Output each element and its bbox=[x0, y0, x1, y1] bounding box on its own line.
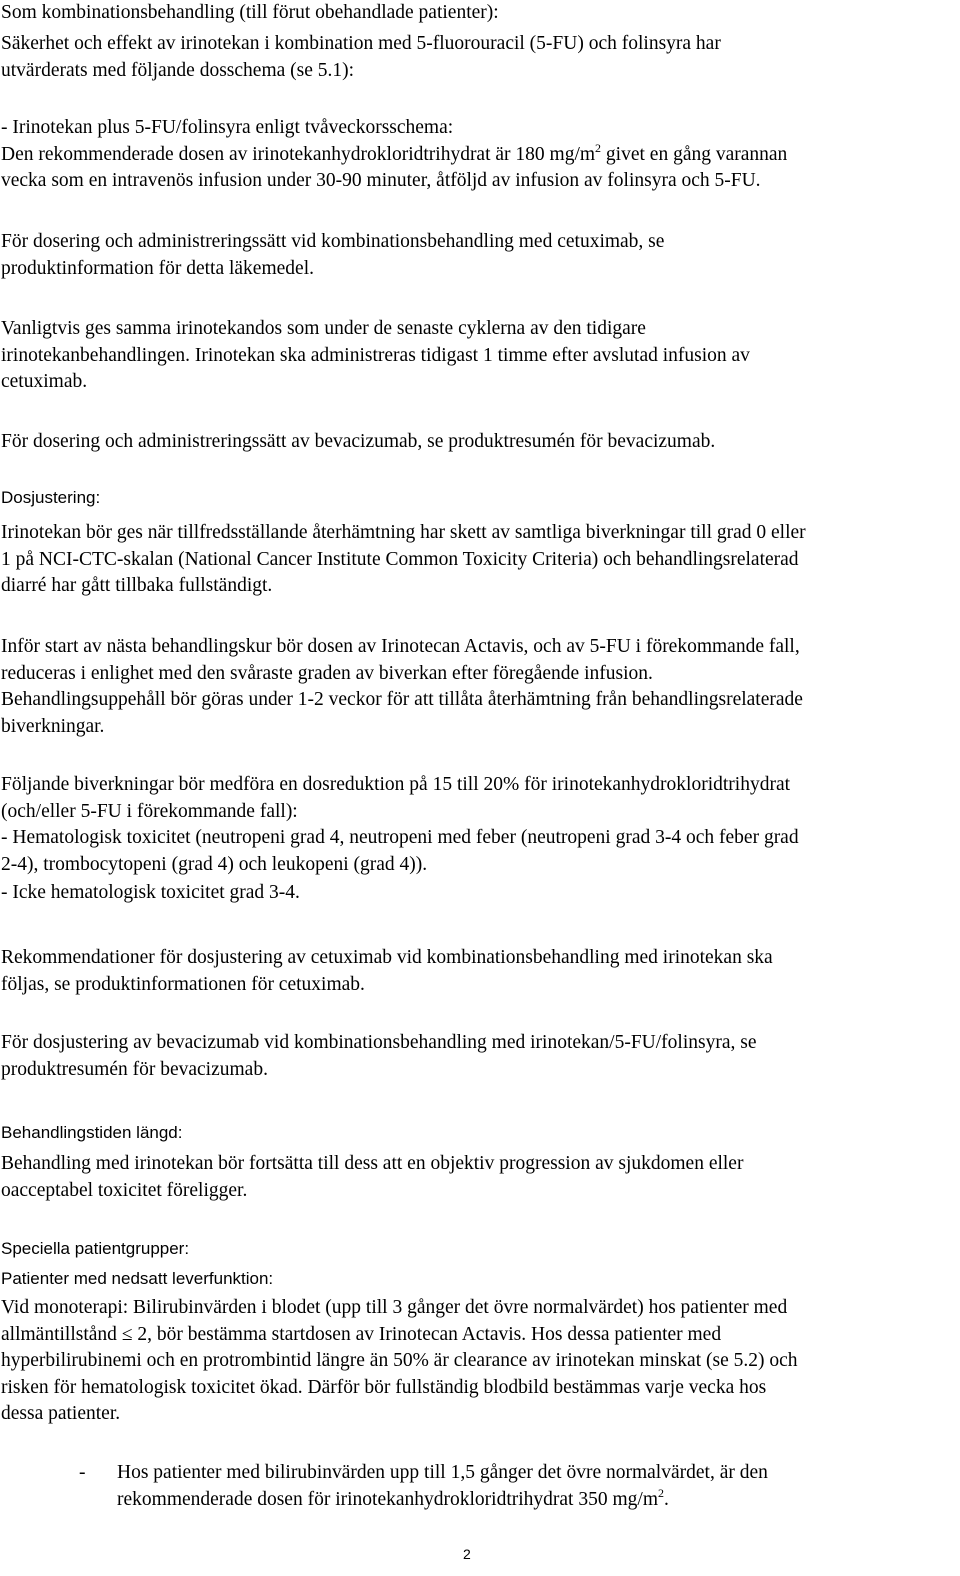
text-line: Följande biverkningar bör medföra en dosreduktion på 15 till 20% för irinotekanhydrokloridtrihydrat bbox=[1, 774, 791, 795]
dose-line bbox=[1, 142, 956, 169]
combination-intro bbox=[1, 31, 956, 84]
cetuximab-dosing-paragraph bbox=[1, 229, 956, 282]
text-line: För dosering och administreringssätt vid kombinationsbehandling med cetuximab, se bbox=[1, 231, 665, 252]
text-line: Irinotekan bör ges när tillfredsställande återhämtning har skett av samtliga biverkningar till grad 0 eller bbox=[1, 522, 806, 543]
text-line: produktinformation för detta läkemedel. bbox=[1, 257, 314, 279]
text-line: utvärderats med följande dosschema (se 5.1): bbox=[1, 59, 355, 81]
liver-heading: Patienter med nedsatt leverfunktion: bbox=[1, 1269, 274, 1288]
dose-text: Den rekommenderade dosen av irinotekanhydrokloridtrihydrat är 180 mg/m bbox=[1, 143, 596, 165]
bevacizumab-dosing-paragraph bbox=[1, 429, 956, 456]
text-line: Inför start av nästa behandlingskur bör dosen av Irinotecan Actavis, och av 5-FU i förekommande fall, bbox=[1, 636, 800, 657]
dose-text: rekommenderade dosen för irinotekanhydrokloridtrihydrat 350 mg/m bbox=[117, 1488, 658, 1510]
combination-heading bbox=[1, 0, 956, 27]
text-line: hyperbilirubinemi och en protrombintid längre än 50% är clearance av irinotekan minskat (se 5.2) och bbox=[1, 1350, 798, 1372]
page-number: 2 bbox=[463, 1546, 471, 1562]
text-line: oacceptabel toxicitet föreligger. bbox=[1, 1179, 248, 1201]
text-line: irinotekanbehandlingen. Irinotekan ska administreras tidigast 1 timme efter avslutad infusion av bbox=[1, 344, 750, 366]
text-line: dessa patienter. bbox=[1, 1403, 121, 1425]
text-line: Hos patienter med bilirubinvärden upp till 1,5 gånger det övre normalvärdet, är den bbox=[117, 1462, 768, 1483]
text-line: Vid monoterapi: Bilirubinvärden i blodet (upp till 3 gånger det övre normalvärdet) hos patienter med bbox=[1, 1297, 788, 1318]
next-course-paragraph bbox=[1, 634, 956, 740]
text-line: allmäntillstånd ≤ 2, bör bestämma startdosen av Irinotecan Actavis. Hos dessa patienter med bbox=[1, 1323, 722, 1345]
monotherapy-paragraph bbox=[1, 1295, 956, 1428]
text-line: För dosjustering av bevacizumab vid kombinationsbehandling med irinotekan/5-FU/folinsyra, se bbox=[1, 1032, 757, 1053]
text-line: Dosjustering: bbox=[1, 488, 101, 507]
text-line: biverkningar. bbox=[1, 715, 105, 737]
text-line: 1 på NCI-CTC-skalan (National Cancer Institute Common Toxicity Criteria) och behandlingsrelaterad bbox=[1, 548, 799, 570]
text-line: Vanligtvis ges samma irinotekandos som under de senaste cyklerna av den tidigare bbox=[1, 318, 646, 339]
text-line: För dosering och administreringssätt av bevacizumab, se produktresumén för bevacizumab. bbox=[1, 431, 716, 452]
dose-adjustment-paragraph bbox=[1, 520, 956, 600]
text-line: följas, se produktinformationen för cetuximab. bbox=[1, 973, 365, 995]
superscript: 2 bbox=[595, 140, 602, 155]
schedule-paragraph bbox=[1, 115, 956, 195]
dose-text: . bbox=[663, 1488, 669, 1510]
text-line: Säkerhet och effekt av irinotekan i kombination med 5-fluorouracil (5-FU) och folinsyra har bbox=[1, 33, 721, 54]
cetuximab-adjustment-paragraph bbox=[1, 945, 956, 998]
text-line: Behandlingsuppehåll bör göras under 1-2 veckor för att tillåta återhämtning från behandlingsrelaterade bbox=[1, 689, 803, 711]
text-line: Behandling med irinotekan bör fortsätta till dess att en objektiv progression av sjukdomen eller bbox=[1, 1153, 744, 1174]
text-line: 2-4), trombocytopeni (grad 4) och leukopeni (grad 4)). bbox=[1, 853, 428, 875]
text-line: - Irinotekan plus 5-FU/folinsyra enligt tvåveckorsschema: bbox=[1, 117, 454, 138]
special-groups-heading bbox=[1, 1234, 956, 1294]
dose-adjustment-heading bbox=[1, 485, 956, 511]
text-line: risken för hematologisk toxicitet ökad. Därför bör fullständig blodbild bestämmas varje vecka hos bbox=[1, 1376, 767, 1398]
dose-text: givet en gång varannan bbox=[601, 143, 788, 165]
bevacizumab-adjustment-paragraph bbox=[1, 1030, 956, 1083]
text-line: reduceras i enlighet med den svåraste graden av biverkan efter föregående infusion. bbox=[1, 662, 653, 684]
text-line: Behandlingstiden längd: bbox=[1, 1123, 183, 1142]
text-line: (och/eller 5-FU i förekommande fall): bbox=[1, 800, 298, 822]
text-line: vecka som en intravenös infusion under 30-90 minuter, åtföljd av infusion av folinsyra och 5-FU. bbox=[1, 170, 761, 192]
duration-heading bbox=[1, 1120, 956, 1146]
text-line: cetuximab. bbox=[1, 371, 88, 393]
text-line: Rekommendationer för dosjustering av cetuximab vid kombinationsbehandling med irinotekan ska bbox=[1, 947, 773, 968]
dose-reduction-paragraph bbox=[1, 772, 956, 907]
text-line: Som kombinationsbehandling (till förut obehandlade patienter): bbox=[1, 2, 499, 23]
usual-dose-paragraph bbox=[1, 316, 956, 396]
dose-line bbox=[117, 1487, 917, 1514]
bullet-dash: - bbox=[79, 1462, 86, 1483]
bilirubin-bullet bbox=[117, 1460, 917, 1513]
text-line: - Icke hematologisk toxicitet grad 3-4. bbox=[1, 882, 300, 904]
duration-paragraph bbox=[1, 1151, 956, 1204]
text-line: produktresumén för bevacizumab. bbox=[1, 1058, 268, 1080]
text-line: Speciella patientgrupper: bbox=[1, 1239, 190, 1258]
superscript: 2 bbox=[657, 1485, 664, 1500]
text-line: diarré har gått tillbaka fullständigt. bbox=[1, 575, 273, 597]
text-line: - Hematologisk toxicitet (neutropeni grad 4, neutropeni med feber (neutropeni grad 3-4 och feber grad bbox=[1, 827, 799, 849]
